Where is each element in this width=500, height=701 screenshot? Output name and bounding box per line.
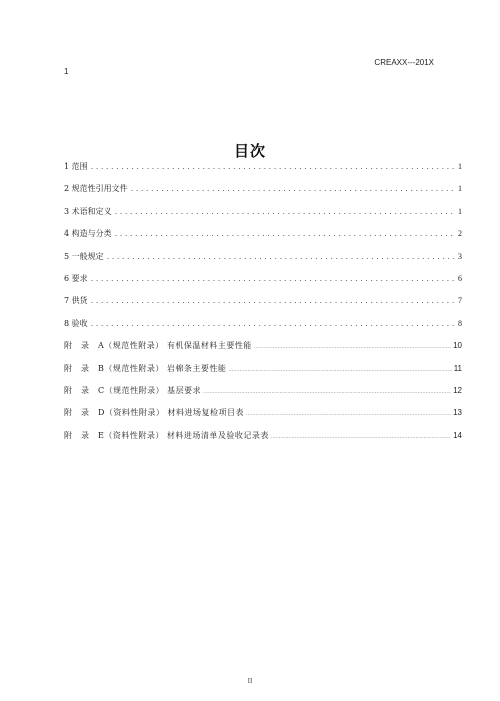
toc-leader-dots: [91, 319, 455, 328]
toc-entry-label: 3 术语和定义: [64, 206, 112, 216]
toc-leader-dots: [246, 411, 451, 417]
toc-leader-dots: [115, 229, 455, 238]
toc-leader-dots: [91, 296, 455, 305]
toc-leader-dots: [131, 184, 455, 193]
toc-entry-label: 1 范围: [64, 162, 88, 171]
toc-entry-label: 附 录 D（资料性附录） 材料进场复检项目表: [64, 408, 244, 418]
toc-entry-label: 8 验收: [64, 318, 88, 328]
toc-entry-label: 附 录 C（规范性附录） 基层要求: [64, 385, 202, 395]
toc-entry-general-provisions[interactable]: [64, 251, 462, 273]
toc-entry-appendix-d[interactable]: [64, 407, 462, 429]
toc-entry-appendix-b[interactable]: [64, 363, 462, 385]
toc-entry-label: 附 录 A（规范性附录） 有机保温材料主要性能: [64, 341, 252, 351]
toc-entry-appendix-c[interactable]: [64, 385, 462, 407]
table-of-contents: [64, 161, 462, 452]
corner-number: 1: [64, 67, 69, 76]
toc-leader-dots: [91, 162, 455, 171]
toc-entry-label: 2 规范性引用文件: [64, 184, 128, 194]
toc-entry-acceptance[interactable]: [64, 318, 462, 340]
toc-entry-page: 8: [458, 318, 462, 328]
toc-entry-page: 13: [453, 408, 462, 418]
toc-entry-scope[interactable]: [64, 161, 462, 183]
toc-entry-page: 11: [453, 363, 462, 373]
toc-leader-dots: [254, 344, 451, 350]
toc-entry-page: 10: [453, 341, 462, 351]
toc-entry-appendix-e[interactable]: [64, 430, 462, 452]
toc-title: 目次: [233, 142, 266, 160]
toc-entry-page: 1: [458, 162, 462, 171]
toc-entry-label: 附 录 B（规范性附录） 岩棉条主要性能: [64, 363, 227, 373]
toc-entry-page: 12: [453, 385, 462, 395]
toc-entry-page: 1: [458, 184, 462, 194]
toc-leader-dots: [228, 367, 451, 373]
document-code: CREAXX---201X: [374, 58, 434, 67]
toc-leader-dots: [107, 252, 455, 261]
toc-leader-dots: [115, 207, 455, 216]
toc-leader-dots: [271, 434, 451, 440]
toc-entry-supply[interactable]: [64, 295, 462, 317]
toc-entry-label: 附 录 E（资料性附录） 材料进场清单及验收记录表: [64, 430, 269, 440]
toc-entry-label: 5 一般规定: [64, 251, 104, 261]
toc-entry-page: 3: [458, 251, 462, 261]
toc-entry-terms-definitions[interactable]: [64, 206, 462, 228]
page-number: II: [247, 677, 253, 685]
toc-entry-requirements[interactable]: [64, 273, 462, 295]
toc-entry-page: 14: [453, 430, 462, 440]
toc-entry-label: 7 供货: [64, 296, 88, 306]
toc-entry-appendix-a[interactable]: [64, 340, 462, 362]
toc-leader-dots: [91, 274, 455, 283]
toc-leader-dots: [203, 389, 451, 395]
toc-entry-normative-references[interactable]: [64, 183, 462, 205]
toc-entry-page: 2: [458, 229, 462, 239]
toc-entry-label: 4 构造与分类: [64, 229, 112, 239]
toc-entry-label: 6 要求: [64, 273, 88, 283]
toc-entry-page: 7: [458, 296, 462, 306]
toc-entry-page: 6: [458, 273, 462, 283]
toc-entry-page: 1: [458, 206, 462, 216]
toc-entry-construction-classification[interactable]: [64, 228, 462, 250]
